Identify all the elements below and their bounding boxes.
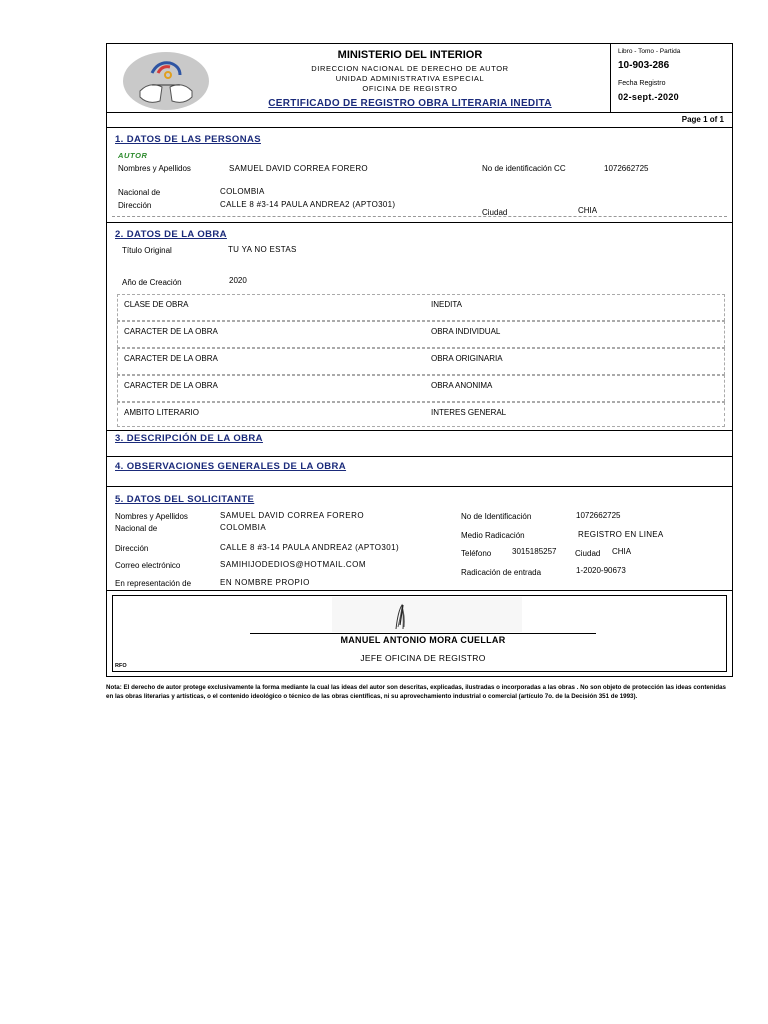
header-divider xyxy=(106,112,733,113)
section-1-divider xyxy=(106,222,733,223)
applicant-phone-label: Teléfono xyxy=(461,549,492,558)
section-4-divider xyxy=(106,486,733,487)
section-2-divider xyxy=(106,430,733,431)
direction-name: DIRECCION NACIONAL DE DERECHO DE AUTOR xyxy=(311,64,509,73)
signature-image xyxy=(332,597,522,632)
date-label: Fecha Registro xyxy=(618,80,666,87)
applicant-nationality-label: Nacional de xyxy=(115,524,158,533)
work-attribute-row xyxy=(117,348,725,375)
section-descripcion-title: 3. DESCRIPCIÓN DE LA OBRA xyxy=(115,433,263,444)
work-attribute-label: CLASE DE OBRA xyxy=(124,300,189,309)
signature-line xyxy=(250,633,596,634)
section-obra-title: 2. DATOS DE LA OBRA xyxy=(115,229,227,240)
applicant-id-label: No de Identificación xyxy=(461,512,532,521)
person-nationality-value: COLOMBIA xyxy=(220,187,265,196)
section-3-divider xyxy=(106,456,733,457)
person-address-value: CALLE 8 #3-14 PAULA ANDREA2 (APTO301) xyxy=(220,200,396,209)
section-observaciones-title: 4. OBSERVACIONES GENERALES DE LA OBRA xyxy=(115,461,347,472)
applicant-phone-value: 3015185257 xyxy=(512,547,557,556)
person-name-value: SAMUEL DAVID CORREA FORERO xyxy=(229,164,368,173)
work-attribute-row xyxy=(117,375,725,402)
work-attribute-value: OBRA ANONIMA xyxy=(431,381,493,390)
applicant-name-value: SAMUEL DAVID CORREA FORERO xyxy=(220,511,365,520)
applicant-address-label: Dirección xyxy=(115,544,149,553)
personas-bottom-divider xyxy=(112,216,727,217)
form-code: RFO xyxy=(115,663,127,669)
signatory-name: MANUEL ANTONIO MORA CUELLAR xyxy=(340,635,506,645)
applicant-filing-value: 1-2020-90673 xyxy=(576,566,626,575)
person-address-label: Dirección xyxy=(118,201,152,210)
applicant-address-value: CALLE 8 #3-14 PAULA ANDREA2 (APTO301) xyxy=(220,543,400,552)
applicant-filing-label: Radicación de entrada xyxy=(461,568,542,577)
person-nationality-label: Nacional de xyxy=(118,188,161,197)
person-city-label: Ciudad xyxy=(482,208,508,217)
work-attribute-label: AMBITO LITERARIO xyxy=(124,408,199,417)
page-indicator: Page 1 of 1 xyxy=(681,115,724,124)
section-solicitante-title: 5. DATOS DEL SOLICITANTE xyxy=(115,494,255,505)
applicant-city-label: Ciudad xyxy=(575,549,601,558)
applicant-city-value: CHIA xyxy=(612,547,632,556)
page-divider xyxy=(106,127,733,128)
work-attribute-label: CARACTER DE LA OBRA xyxy=(124,354,218,363)
section-5-divider xyxy=(106,590,733,591)
work-attribute-value: OBRA ORIGINARIA xyxy=(431,354,503,363)
work-attribute-value: OBRA INDIVIDUAL xyxy=(431,327,501,336)
work-year-label: Año de Creación xyxy=(122,278,182,287)
book-number: 10-903-286 xyxy=(618,60,670,71)
signatory-role: JEFE OFICINA DE REGISTRO xyxy=(360,653,486,663)
work-title-label: Título Original xyxy=(122,246,172,255)
person-city-value: CHIA xyxy=(578,206,598,215)
date-value: 02-sept.-2020 xyxy=(618,92,679,102)
work-attribute-label: CARACTER DE LA OBRA xyxy=(124,327,218,336)
unit-name: UNIDAD ADMINISTRATIVA ESPECIAL xyxy=(335,74,485,83)
header-vertical-divider xyxy=(610,43,611,112)
applicant-medium-label: Medio Radicación xyxy=(461,531,525,540)
person-id-value: 1072662725 xyxy=(604,164,649,173)
office-name: OFICINA DE REGISTRO xyxy=(362,84,458,93)
work-attribute-row xyxy=(117,294,725,321)
section-personas-title: 1. DATOS DE LAS PERSONAS xyxy=(115,134,261,145)
work-attribute-row xyxy=(117,321,725,348)
ministry-name: MINISTERIO DEL INTERIOR xyxy=(337,49,483,61)
applicant-representation-label: En representación de xyxy=(115,579,192,588)
person-name-label: Nombres y Apellidos xyxy=(118,164,191,173)
author-role: AUTOR xyxy=(118,151,148,160)
work-year-value: 2020 xyxy=(229,276,247,285)
work-attribute-label: CARACTER DE LA OBRA xyxy=(124,381,218,390)
work-attribute-value: INTERES GENERAL xyxy=(431,408,507,417)
work-title-value: TU YA NO ESTAS xyxy=(228,245,297,254)
applicant-nationality-value: COLOMBIA xyxy=(220,523,267,532)
applicant-email-value: SAMIHIJODEDIOS@HOTMAIL.COM xyxy=(220,560,367,569)
applicant-id-value: 1072662725 xyxy=(576,511,621,520)
certificate-title: CERTIFICADO DE REGISTRO OBRA LITERARIA INEDITA xyxy=(268,98,552,109)
work-attribute-row xyxy=(117,402,725,427)
applicant-representation-value: EN NOMBRE PROPIO xyxy=(220,578,310,587)
ministry-logo xyxy=(122,51,210,111)
legal-note: Nota: El derecho de autor protege exclusivamente la forma mediante la cual las ideas del autor son descritas, explicadas, ilustradas o incorporadas a las obras . No son objeto de protección las ideas contenidas en las obras literarias y artísticas, o el contenido ideológico o técnico de las obras científicas, ni su aprovechamiento industrial o comercial (artículo 7o. de la Decisión 351 de 1993). xyxy=(106,684,726,700)
applicant-medium-value: REGISTRO EN LINEA xyxy=(578,530,664,539)
applicant-name-label: Nombres y Apellidos xyxy=(115,512,188,521)
applicant-email-label: Correo electrónico xyxy=(115,561,181,570)
book-label: Libro - Tomo - Partida xyxy=(618,48,681,55)
work-attribute-value: INEDITA xyxy=(431,300,462,309)
person-id-label: No de identificación CC xyxy=(482,164,566,173)
